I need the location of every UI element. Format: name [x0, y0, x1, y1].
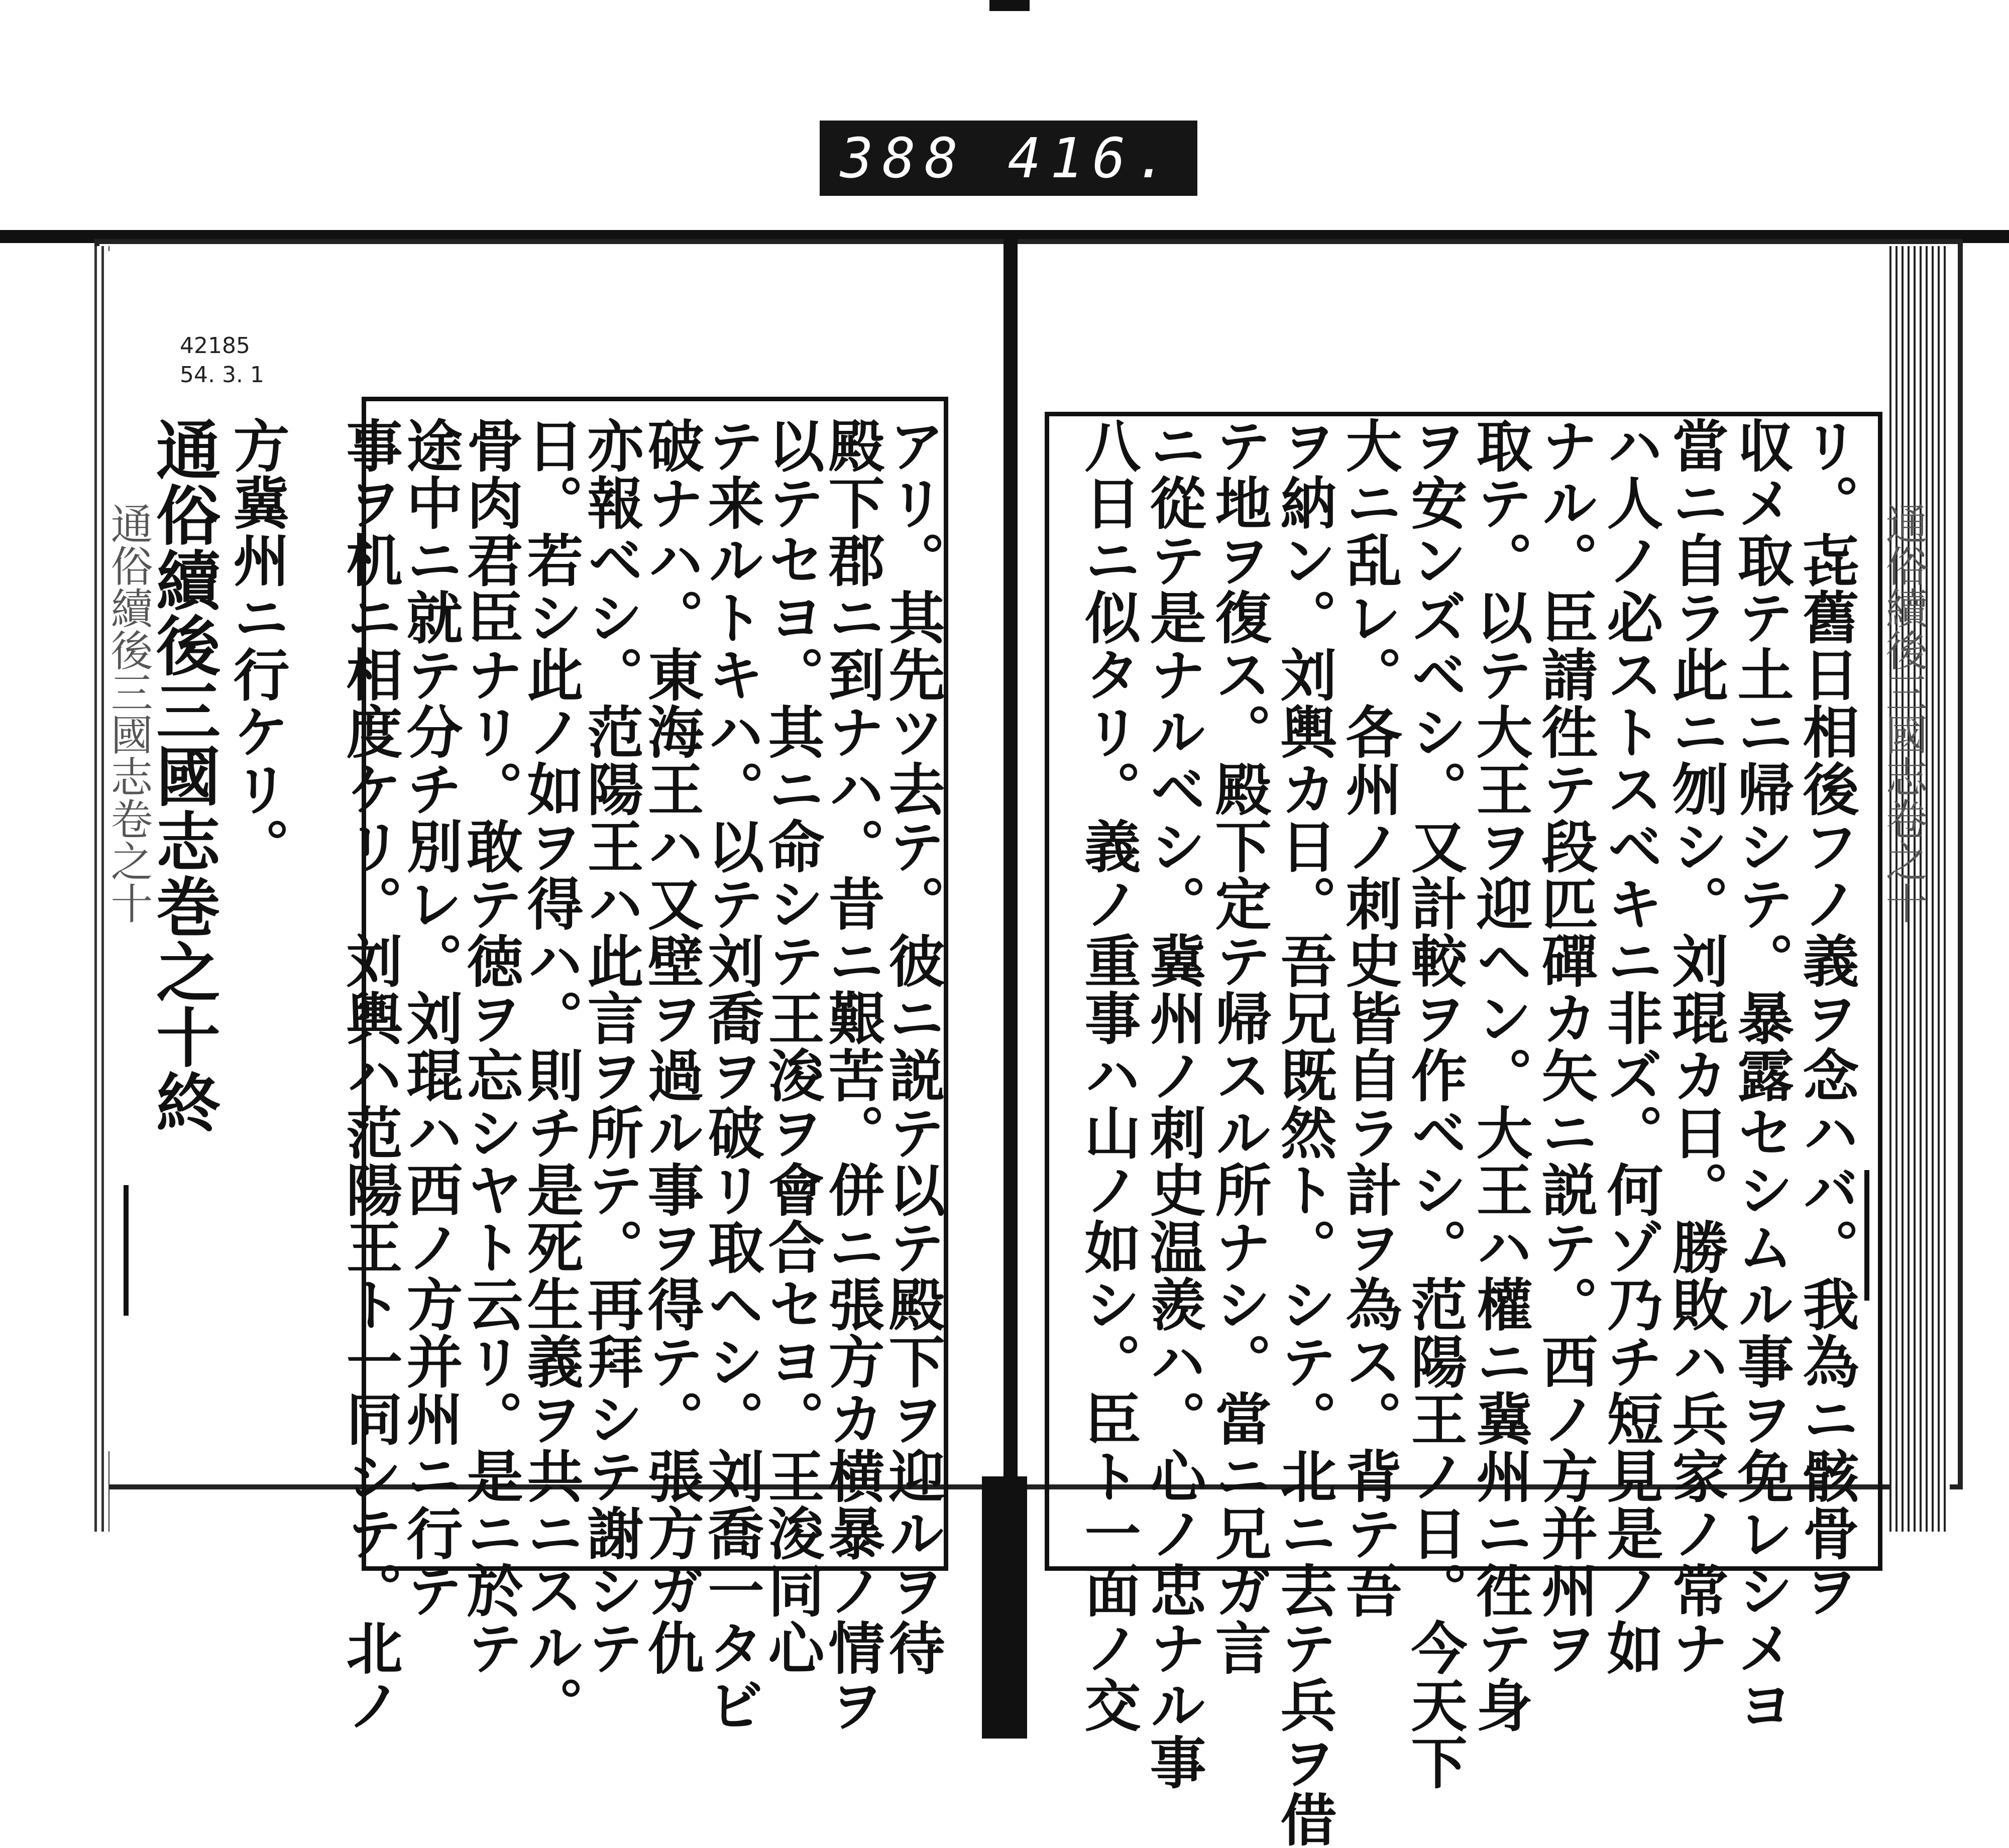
- right-column-3: 當ニ自ラ此ニ刎シ。刘琨カ日。勝敗ハ兵家ノ常ナ: [1663, 417, 1729, 1676]
- catalog-number: 42185: [180, 333, 250, 359]
- right-column-2: 収メ取テ土ニ帰シテ。暴露セシムル事ヲ免レシメヨ: [1728, 417, 1794, 1734]
- film-edge-mark: [989, 0, 1030, 11]
- right-column-8: 大ニ乱レ。各州ノ刺史皆自ラ計ヲ為ス。背テ吾: [1336, 417, 1402, 1619]
- left-running-header: 通俗續後三國志卷之十: [104, 502, 153, 924]
- right-column-4: ハ人ノ必ストスベキニ非ズ。何ゾ乃チ短見是ノ如: [1598, 417, 1663, 1676]
- right-column-11: ニ從テ是ナルベシ。冀州ノ刺史温羨ハ。心ノ忠ナル事: [1141, 417, 1206, 1791]
- left-column-9: 途中ニ就テ分チ別レ。刘琨ハ西ノ方并州ニ行テ: [397, 417, 463, 1619]
- left-column-8: 骨肉君臣ナリ。敢テ徳ヲ忘シヤト云リ。是ニ於テ: [458, 417, 523, 1676]
- closing-title: 通俗續後三國志巻之十終: [145, 417, 220, 1135]
- left-column-2: 殿下郡ニ到ナハ。昔ニ艱苦。併ニ張方カ横暴ノ情ヲ: [819, 417, 885, 1734]
- right-column-7: ヲ安ンズベシ。又計較ヲ作ベシ。范陽王ノ日。今天下: [1402, 417, 1468, 1791]
- page-tab-left: [98, 1185, 129, 1316]
- right-column-10: テ地ヲ復ス。殿下定テ帰スル所ナシ。當ニ兄ガ言: [1206, 417, 1272, 1676]
- right-column-6: 取テ。以テ大王ヲ迎ヘン。大王ハ權ニ冀州ニ徃テ身: [1467, 417, 1533, 1734]
- right-column-5: ナル。臣請徃テ段匹磾カ矢ニ説テ。西ノ方并州ヲ: [1532, 417, 1598, 1676]
- left-column-10: 事ヲ机ニ相度ケリ。刘輿ハ范陽王ト一同シテ。北ノ: [337, 417, 403, 1734]
- right-column-1: リ。㐂舊日相後フノ義ヲ念ハバ。我為ニ骸骨ヲ: [1794, 417, 1859, 1619]
- left-column-3: 以テセヨ。其ニ命シテ王浚ヲ會合セヨ。王浚同心: [759, 417, 825, 1676]
- left-column-5: 破ナハ。東海王ハ又壁ヲ過ル事ヲ得テ。張方ガ仇: [638, 417, 704, 1676]
- frame-number-first: 388: [840, 126, 967, 190]
- right-column-9: ヲ納ン。刘輿カ日。吾兄既然ト。シテ。北ニ去テ兵ヲ借: [1271, 417, 1337, 1848]
- catalog-date: 54. 3. 1: [180, 362, 264, 388]
- right-running-header: 通俗續後三國志卷之十: [1879, 502, 1928, 924]
- left-column-1: アリ。其先ツ去テ。彼ニ説テ以テ殿下ヲ迎ルヲ待: [879, 417, 945, 1676]
- left-column-6: 亦報ベシ。范陽王ハ此言ヲ所テ。再拜シテ謝シテ: [578, 417, 644, 1676]
- right-column-12: 八日ニ似タリ。義ノ重事ハ山ノ如シ。臣ト一面ノ交: [1075, 417, 1141, 1734]
- library-catalog-stamp: [180, 331, 264, 390]
- microfilm-frame-number: [820, 121, 1197, 196]
- book-spine-bottom: [982, 1476, 1027, 1739]
- left-column-11: 方冀州ニ行ケリ。: [224, 417, 290, 875]
- left-column-7: 日。若シ此ノ如ヲ得ハ。則チ是死生義ヲ共ニスル。: [518, 417, 584, 1734]
- left-column-4: テ来ルトキハ。以テ刘喬ヲ破リ取ヘシ。刘喬一タビ: [699, 417, 764, 1734]
- frame-number-second: 416.: [1008, 126, 1177, 190]
